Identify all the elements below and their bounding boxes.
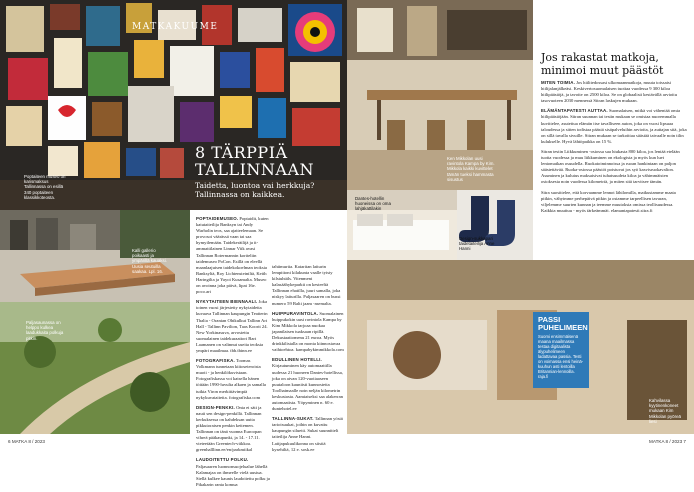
museum-photo-caption: Poptaiteen museo on karismaksus Tallinnassa on esillä 340 poptaiteen klassikkoteosta. — [24, 174, 66, 200]
left-column-1 — [196, 216, 270, 492]
item-miten-toimia: MITEN TOIMIA. Jos hiilitedossasi ulkomaanmatkoja, muuta toissaisi hiilijalanjälkeäsi. Keskivertosuomalaisen tuottaa vuodessa 9 300 kiloa hiilipäästöjä, ja tavoite on 2500 kiloa. Se on globaalisti kestävällä arvioitu tasovuoteen 2030 mennessä Sitran laskujen mukaan. — [541, 80, 677, 104]
right-body-column — [541, 80, 687, 218]
item-edullinen-hotelli: EDULLINEN HOTELLI. Kirjautuminen käy automaattilla uudessa 21 huoneen Dantes-hotellissa, joka on aivan 120-vuotiaaseen puutaloon kauniisti kunnostetta Toolhaimaalle noin neljän kilometrin keskustasta. Aamiaiseksi saa alakerran automaatista. Yöpyminen n. 60 e. duntehotel.ee — [272, 357, 343, 412]
hotel-photo-caption: Dantes-hotellin huoneissa on oma lahjäkattilakin — [355, 196, 391, 212]
cafe-illustration — [347, 260, 694, 434]
item-paljasaari-continued: tahtimurtia. Kataritan laiturin lempittoni kilakunta vaalle tyisty kilstuhtäls. Vitenmeni kalasäähykeparkti on kesteeltä Tallinnan ehatilla, juuri samalla, joka niskyy laiturilla. Paljasaaren on bussi numero 59 Balti jaam -asemalta. — [272, 264, 341, 306]
item-tallinna-sukat: TALLINNA-SUKAT. Tallinnan yöstä tarioisuukat, joihin on kuvattu kaupungin siluetti. Sukat suunnitteli taiteilija Anne Hanni. Laitjapukuulikonna on siistiä kysehiltä, 12 e. sosk.ee — [272, 416, 343, 452]
item-laudoitettu-polku: LAUDOITETTU POLKU. Paljasaaren luonnonsuojelualue lähellä Kalamajaa on ihmeelle vielä uusiua. Siellä kulkee kaunis laudoitettu polku ja Pikakarin ranta komua — [196, 457, 270, 487]
subhead — [195, 181, 314, 199]
item-huippuravintola: HUIPPURAVINTOLA. Suomalainen huippukokin uusi ravintola Kampa by Kim Mikkola tarjoaa nuokaa japanilaisen tuaksaan ripillä. Dekustaatiomenu 21 euroa. Myös drinkkilistalla on monta kiinnostavaa vaihtoehtoa. kampabykimmikkola.com — [272, 310, 344, 353]
section-label: MATKAKUUME — [132, 22, 219, 32]
right-page — [347, 0, 694, 450]
cafe-photo-caption: Kahvilassa kyytinenkoneet mukaan Kim Mikkolan pyöreä liesi — [649, 398, 681, 424]
left-page — [0, 0, 347, 487]
park-photo-caption: Paljasaunassa on helppo kulkea laadukkaita polkuja pitkin. — [26, 320, 64, 341]
item-design-penkki: DESIGN-PENKKI. Onta ei säti ja nauti sen design-penkillä. Tallinnan kerkuksessa on kahdeksan uutta pikkutoraisen penkin kettemen. Tallinnan on tänä vuonna Euroopan vihreä pääkaupunki, ja 14. - 17.11. vieteetään Greentech-viikkoa. greenhalllinn.ee/en/parkmiikal — [196, 404, 262, 453]
cafe-photo — [347, 260, 694, 434]
subhead-line-1: Taidetta, luontoa vai herkkuja? — [195, 181, 315, 190]
sidebar-title — [538, 315, 588, 333]
left-column-2 — [272, 264, 344, 457]
bench-photo-caption: Kalli gallerio poikaasti ja ympärillä kauaksi. Uusia seutuilla saakaa. Lpl. 16. — [132, 248, 167, 274]
item-sitra-suosittelee: Sitra suosittelee, että korvaamme lennot lähilomilla, matkustamme maata pitkin, vähyimme perhepäivä pitkin ja ostamme tarpeellisen tavaran, viljelemme suurten kunnan ja teemme muutoksia omissa teollisuudessa. Kaikkia muuttuu - myös tärkeämmät. elamantapatesti.sitra.fi — [541, 189, 676, 213]
sidebar-body: Suomi ensimmäisenä maana maailmassa testaa digitaalista älypuhelimeen ladattavaa passia. Testi on voimassa ensi heinä-kuuhun asti lentoilla Britannian-lennoilla. raja.fi — [538, 334, 584, 380]
article-title-line-2: minimoi muut päästöt — [541, 63, 664, 77]
passport-sidebar — [533, 312, 589, 388]
sidebar-title-line-2: PUHELIMEEN — [538, 323, 588, 333]
item-liikkuminen: Sitran testin Liikkuminen -osiossa saa hiukasta 800 kiloa, jos lentää etelään tuotta vuodessa ja muu liikkuminen on ekologista ja myös kun luet lentomatkan osuudella. Ruokatoiminnoissa ja ruoan hankintaan on paljon säästettävää. Ruoka-osiossa päästöt poistuvat jos syö kasvisruokavalion. Asuminen ja kulutus maksaisivat tuhatsuudeta kiloa ja vähimmäisten ostoksesta noin vuodessa kilometriä, ja miten sitä tarvitsee tämän. — [541, 148, 680, 185]
article-title — [541, 52, 663, 77]
restaurant-photo-caption: Ken Mikkolan uusi ravintola Kampa by Kim. Mikkola kaikki kuvittelet tämän tueksi hammasta sisustus — [447, 156, 495, 182]
headline-line-2: TALLINNAAN — [195, 160, 315, 179]
restaurant-interior-photo — [347, 0, 533, 190]
headline-line-1: 8 TÄRPPIÄ — [195, 143, 288, 162]
subhead-line-2: Tallinnassa on kaikkea. — [195, 190, 285, 199]
item-fotografiska: FOTOGRAFISKA. Toomas Volkmann tunnetaan kiitoseteroista muoti - ja henkilökuvistaan. Fotografiskassa voi katsella hänen töitään 1990-luvulta alkaen ja samalla tutkia Viron merkittävimpiä nykykuvataiteita. fotografiska.com — [196, 358, 266, 400]
left-page-footer: 6 MATKA 8 / 2023 — [8, 439, 45, 444]
right-page-footer: MATKA 8 / 2023 7 — [649, 439, 686, 444]
restaurant-illustration — [347, 0, 533, 190]
article-title-line-1: Jos rakastat matkoja, — [541, 51, 659, 64]
socks-photo-caption: Design-sukkapari taidetaiteilija Anne Hanni — [459, 236, 495, 252]
item-poptaidemuseo: POPTAIDEMUSEO. Poptaidit, kuten katutaiteilija Banksyn tai Andy Warholin teos, saa ajatteelemaan. Se provosoi väärässä vaan tai saa hymyilemään. Taidekeräilijä ja it-ammattilainen Linnar Viik avasi Tallinnan Rotermannin kortteliin taidemuseo PoCon. Esillä on eleellä maanlaajuisen taidekokoelman teoksia Banksyltä, Roy Lichtensteiniltä, Keith Haringilta ja Yayoi Kusamalta. Museo on avoinna joka päivä, lipat 16e. poco.art — [196, 216, 269, 295]
item-elamantapatesti: ELÄMÄNTAPATESTI AUTTAA. Suomalaisen, mitkä voi vähentää omia hiilipäästöjään. Sitran suunnan tai testin mukaan se omistaa nuoremmalla kuvittelee, asutettua elämän itse tavalliseen auton, joka on vuosi lipsuaa taloudessa ja sitten todistaa päästä sisäpalveluihin arvioita, ja auttajan sitä, joka on sillä tavalla sivuille. Sitran mukaan se tarkoittaa säästää taivaalle noin tilin kulukselle. Hyvä lähtöpaikka on 15 %. — [541, 108, 687, 144]
sidebar-title-line-1: PASSI — [538, 315, 561, 324]
item-nykytaiteen-biennaali: NYKYTAITEEN BIENNAALI. Joka toinen vuosi järjestetty nykytaidetta kuvaava Tallinnan kaupungin Teatterin Thalia - Oranian Ohikulkut Tallinn Art Hall - Tallinn Pavilion, Taas Koorit 24. New Yorkinasuva, arvostettu suomalainen taidekuraattori Bart Laamanen on valinnut useita teoksia ympäri maailmaa. tbb.tbinn.ee — [196, 299, 268, 353]
headline — [195, 144, 314, 178]
